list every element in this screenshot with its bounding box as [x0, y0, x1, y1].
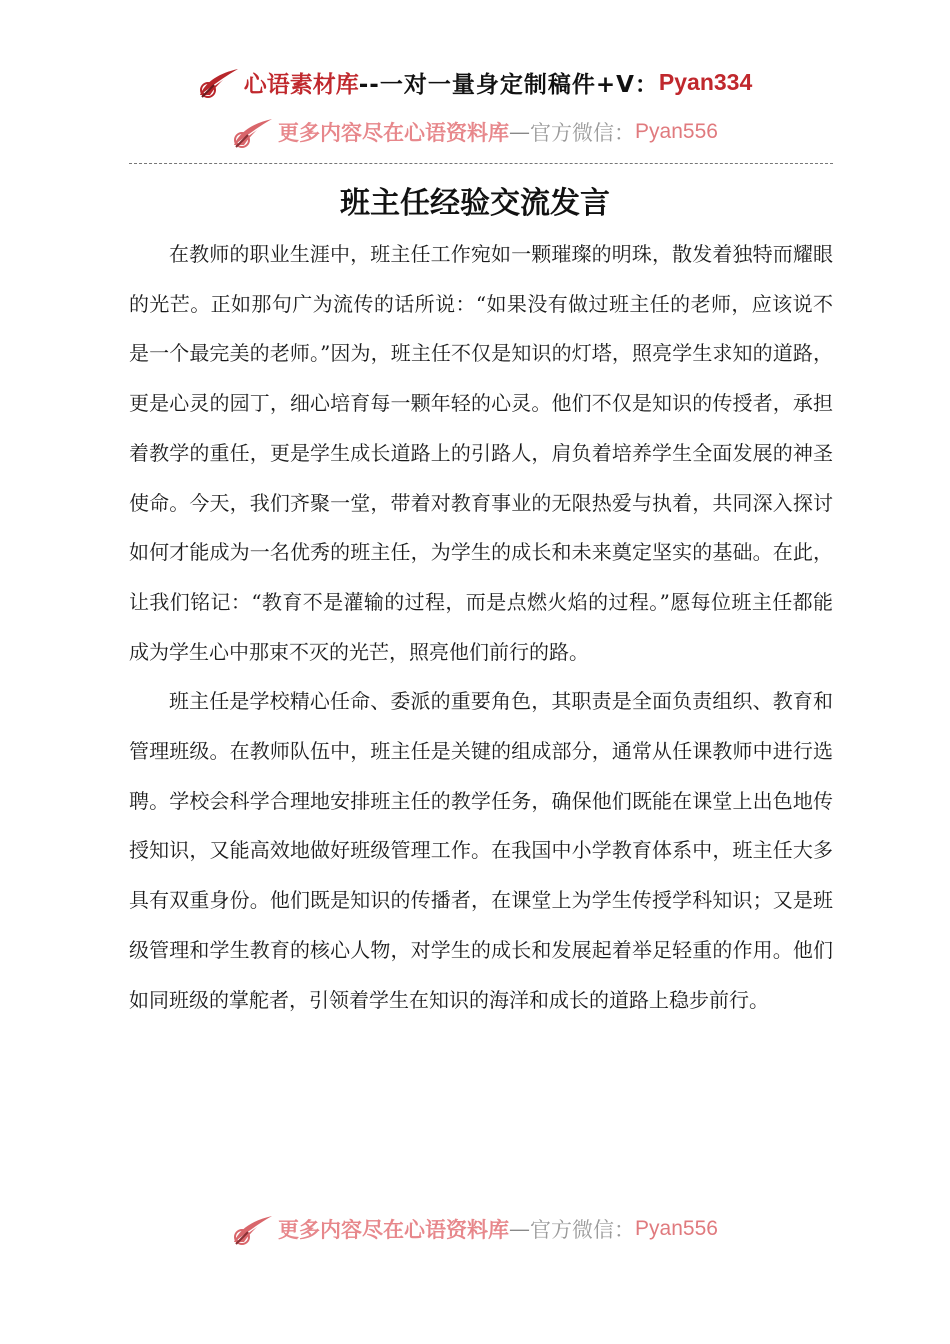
quill-pen-logo-icon — [232, 1212, 276, 1246]
footer-wechat-label: 官方微信： — [530, 1218, 636, 1242]
footer-wechat-id: Pyan556 — [635, 1217, 718, 1240]
paragraph-2: 班主任是学校精心任命、委派的重要角色，其职责是全面负责组织、教育和管理班级。在教师队伍中，班主任是关键的组成部分，通常从任课教师中进行选聘。学校会科学合理地安排班主任的教学任务，确保他们既能在课堂上出色地传授知识，又能高效地做好班级管理工作。在我国中小学教育体系中，班主任大多具有双重身份。他们既是知识的传播者，在课堂上为学生传授学科知识；又是班级管理和学生教育的核心人物，对学生的成长和发展起着举足轻重的作用。他们如同班级的掌舵者，引领着学生在知识的海洋和成长的道路上稳步前行。 — [129, 689, 833, 1012]
footer-ad-separator: — — [509, 1217, 531, 1241]
header-banner — [0, 62, 950, 102]
quill-pen-logo-icon — [232, 115, 276, 149]
wechat-label: 官方微信： — [530, 121, 636, 145]
quill-pen-logo-icon — [198, 65, 242, 99]
header-ad-line — [0, 112, 950, 152]
paragraph-1: 在教师的职业生涯中，班主任工作宛如一颗璀璨的明珠，散发着独特而耀眼的光芒。正如那句广为流传的话所说：“如果没有做过班主任的老师，应该说不是一个最完美的老师。”因为，班主任不仅是知识的灯塔，照亮学生求知的道路，更是心灵的园丁，细心培育每一颗年轻的心灵。他们不仅是知识的传授者，承担着教学的重任，更是学生成长道路上的引路人，肩负着培养学生全面发展的神圣使命。今天，我们齐聚一堂，带着对教育事业的无限热爱与执着，共同深入探讨如何才能成为一名优秀的班主任，为学生的成长和未来奠定坚实的基础。在此，让我们铭记：“教育不是灌输的过程，而是点燃火焰的过程。”愿每位班主任都能成为学生心中那束不灭的光芒，照亮他们前行的路。 — [129, 242, 833, 664]
footer-ad-line — [0, 1209, 950, 1249]
contact-id: Pyan334 — [658, 68, 753, 95]
wechat-id: Pyan556 — [635, 120, 718, 143]
document-body — [129, 230, 833, 1025]
footer-ad-text: 更多内容尽在心语资料库 — [278, 1217, 510, 1242]
brand-slogan: --一对一量身定制稿件+V： — [358, 71, 659, 98]
document-title: 班主任经验交流发言 — [340, 186, 610, 221]
ad-text: 更多内容尽在心语资料库 — [278, 120, 510, 145]
brand-name: 心语素材库 — [243, 70, 359, 98]
ad-separator: — — [509, 120, 531, 144]
header-divider — [129, 163, 833, 164]
